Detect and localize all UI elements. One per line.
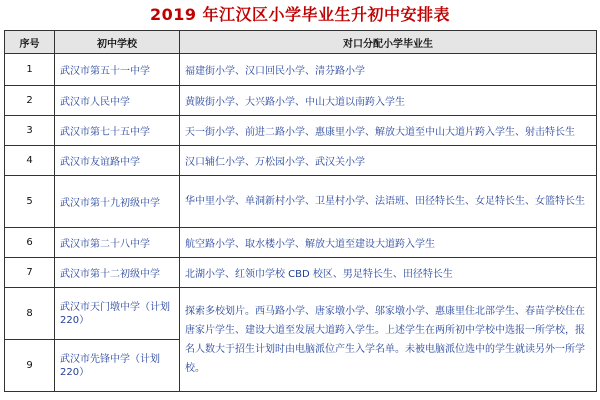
header-primary-schools: 对口分配小学毕业生: [180, 31, 597, 54]
table-row: [5, 288, 597, 340]
primary-schools: 黄陂街小学、大兴路小学、中山大道以南跨入学生: [180, 86, 597, 116]
row-number: 1: [5, 54, 55, 86]
row-number: 5: [5, 176, 55, 228]
primary-schools: 汉口辅仁小学、万松园小学、武汉关小学: [180, 146, 597, 176]
table-row: [5, 86, 597, 116]
header-middle-school: 初中学校: [55, 31, 180, 54]
row-number: 2: [5, 86, 55, 116]
middle-school-name: 武汉市第二十八中学: [55, 228, 180, 258]
primary-schools: 天一街小学、前进二路小学、惠康里小学、解放大道至中山大道片跨入学生、射击特长生: [180, 116, 597, 146]
primary-schools: 航空路小学、取水楼小学、解放大道至建设大道跨入学生: [180, 228, 597, 258]
row-number: 9: [5, 340, 55, 392]
primary-schools: 福建街小学、汉口回民小学、清芬路小学: [180, 54, 597, 86]
middle-school-name: 武汉市天门墩中学（计划220）: [55, 288, 180, 340]
table-row: [5, 146, 597, 176]
middle-school-name: 武汉市第十二初级中学: [55, 258, 180, 288]
table-header-row: [5, 31, 597, 54]
header-no: 序号: [5, 31, 55, 54]
admission-table: [4, 30, 597, 392]
table-row: [5, 116, 597, 146]
row-number: 4: [5, 146, 55, 176]
row-number: 7: [5, 258, 55, 288]
merged-district-note: 探索多校划片。西马路小学、唐家墩小学、邬家墩小学、惠康里住北部学生、春苗学校住在唐家片学生、建设大道至发展大道跨入学生。上述学生在两所初中学校中选报一所学校，报名人数大于招生计划时由电脑派位产生入学名单。未被电脑派位选中的学生就读另外一所学校。: [180, 288, 597, 392]
table-row: [5, 228, 597, 258]
row-number: 8: [5, 288, 55, 340]
table-row: [5, 176, 597, 228]
middle-school-name: 武汉市第十九初级中学: [55, 176, 180, 228]
row-number: 3: [5, 116, 55, 146]
table-row: [5, 54, 597, 86]
primary-schools: 北湖小学、红领巾学校 CBD 校区、男足特长生、田径特长生: [180, 258, 597, 288]
middle-school-name: 武汉市先锋中学（计划220）: [55, 340, 180, 392]
primary-schools: 华中里小学、单洞新村小学、卫星村小学、法语班、田径特长生、女足特长生、女篮特长生: [180, 176, 597, 228]
middle-school-name: 武汉市第七十五中学: [55, 116, 180, 146]
table-row: [5, 258, 597, 288]
page-title: 2019 年江汉区小学毕业生升初中安排表: [149, 5, 451, 24]
row-number: 6: [5, 228, 55, 258]
middle-school-name: 武汉市第五十一中学: [55, 54, 180, 86]
middle-school-name: 武汉市人民中学: [55, 86, 180, 116]
middle-school-name: 武汉市友谊路中学: [55, 146, 180, 176]
